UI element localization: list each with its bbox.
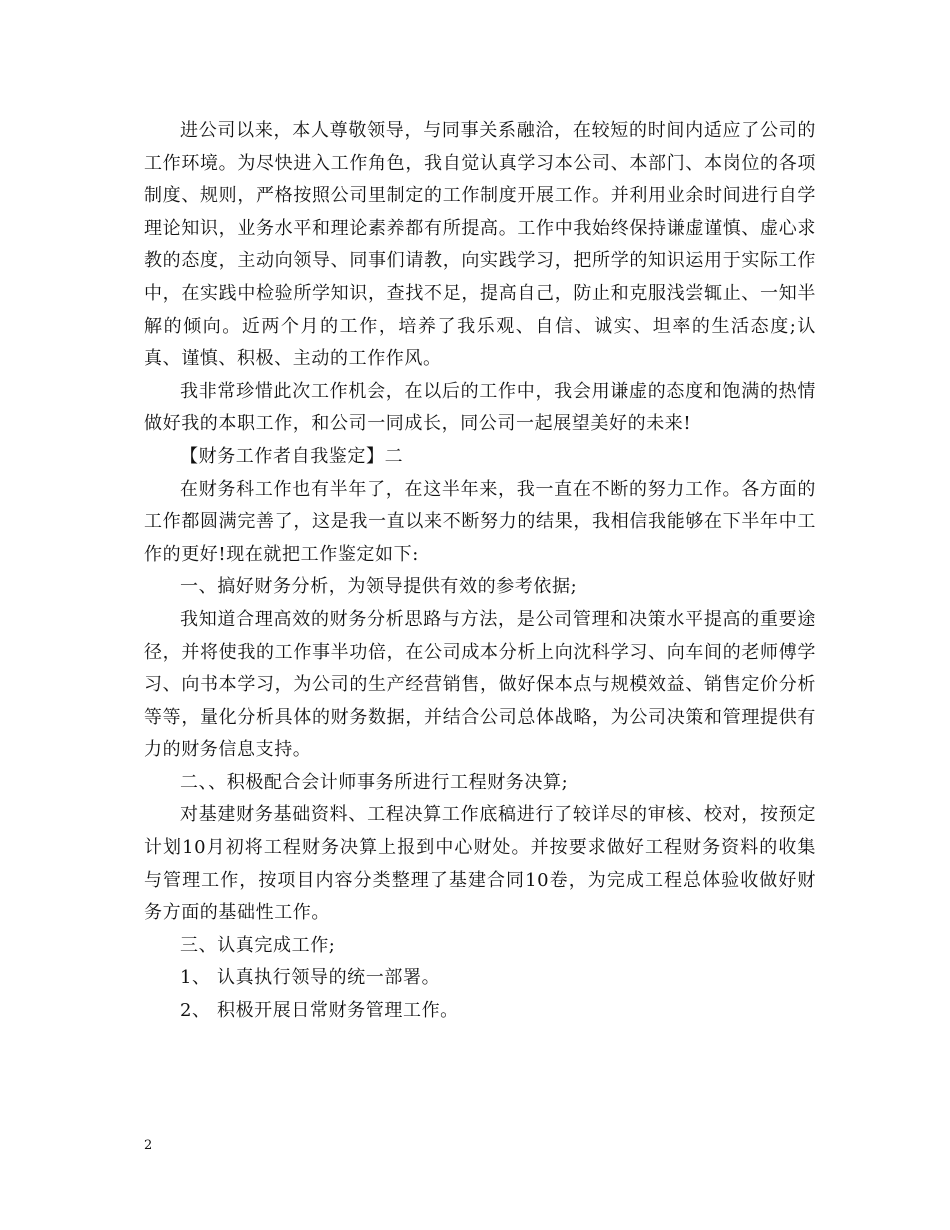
list-item: 1、 认真执行领导的统一部署。 [180,967,441,989]
paragraph: 在财务科工作也有半年了，在这半年来，我一直在不断的努力工作。各方面的工作都圆满完善了，这是我一直以来不断努力的结果，我相信我能够在下半年中工作的更好!现在就把工作鉴定如下: [144,478,816,565]
paragraph: 我非常珍惜此次工作机会，在以后的工作中，我会用谦虚的态度和饱满的热情做好我的本职工作，和公司一同成长，同公司一起展望美好的未来! [144,380,816,435]
list-item: 2、 积极开展日常财务管理工作。 [180,1000,459,1022]
paragraph: 进公司以来，本人尊敬领导，与同事关系融洽，在较短的时间内适应了公司的工作环境。为尽快进入工作角色，我自觉认真学习本公司、本部门、本岗位的各项制度、规则，严格按照公司里制定的工作制度开展工作。并利用业余时间进行自学理论知识，业务水平和理论素养都有所提高。工作中我始终保持谦虚谨慎、虚心求教的态度，主动向领导、同事们请教，向实践学习，把所学的知识运用于实际工作中，在实践中检验所学知识，查找不足，提高自己，防止和克服浅尝辄止、一知半解的倾向。近两个月的工作，培养了我乐观、自信、诚实、坦率的生活态度;认真、谨慎、积极、主动的工作作风。 [144,120,816,370]
list-heading: 二、、积极配合会计师事务所进行工程财务决算; [180,771,569,793]
section-heading: 【财务工作者自我鉴定】二 [180,445,404,467]
document-body [144,115,816,1028]
paragraph: 对基建财务基础资料、工程决算工作底稿进行了较详尽的审核、校对，按预定计划10月初将工程财务决算上报到中心财处。并按要求做好工程财务资料的收集与管理工作，按项目内容分类整理了基建合同10卷，为完成工程总体验收做好财务方面的基础性工作。 [144,804,816,924]
page-number: 2 [144,1138,153,1153]
list-heading: 一、搞好财务分析，为领导提供有效的参考依据; [180,576,578,598]
paragraph: 我知道合理高效的财务分析思路与方法，是公司管理和决策水平提高的重要途径，并将使我的工作事半功倍，在公司成本分析上向沈科学习、向车间的老师傅学习、向书本学习，为公司的生产经营销售，做好保本点与规模效益、销售定价分析等等，量化分析具体的财务数据，并结合公司总体战略，为公司决策和管理提供有力的财务信息支持。 [144,608,816,761]
list-heading: 三、认真完成工作; [180,934,336,956]
